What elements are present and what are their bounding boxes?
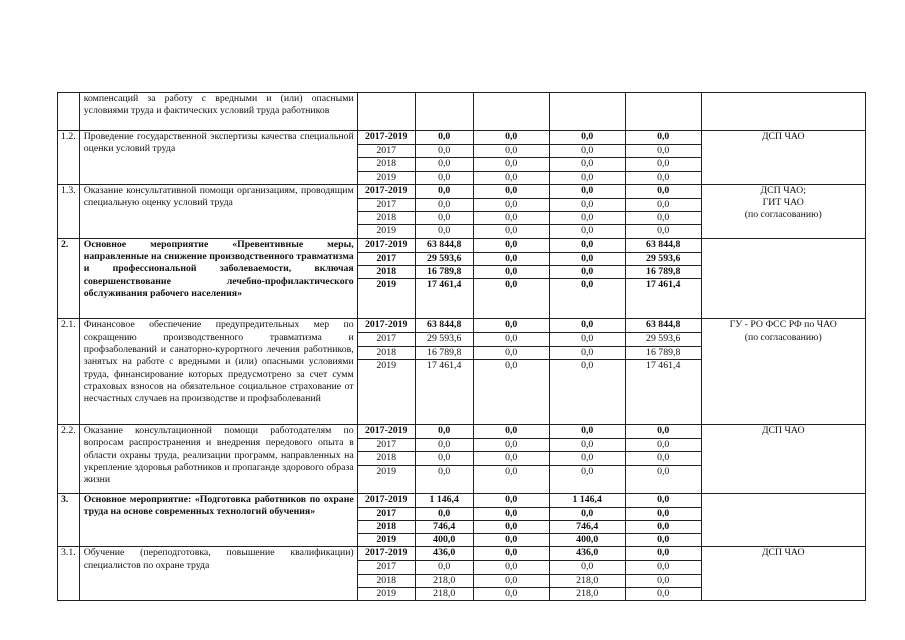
district-budget-cell: 0,0 bbox=[549, 225, 625, 238]
responsible-line: (по согласованию) bbox=[744, 331, 822, 343]
table-row bbox=[58, 493, 866, 507]
other-sources-cell: 0,0 bbox=[625, 547, 701, 561]
period-cell: 2017-2019 bbox=[357, 493, 415, 507]
period-cell: 2017-2019 bbox=[357, 319, 415, 333]
period-cell: 2017-2019 bbox=[357, 238, 415, 252]
period-cell: 2018 bbox=[357, 266, 415, 279]
program-activities-table bbox=[57, 92, 866, 601]
row-number: 2.1. bbox=[58, 319, 80, 425]
federal-budget-cell: 0,0 bbox=[473, 198, 549, 211]
responsible-executor bbox=[701, 319, 865, 425]
row-number: 1.2. bbox=[58, 131, 80, 185]
responsible-line: ДСП ЧАО bbox=[761, 131, 805, 142]
federal-budget-cell: 0,0 bbox=[473, 131, 549, 145]
empty-cell bbox=[415, 93, 473, 131]
district-budget-cell: 0,0 bbox=[549, 212, 625, 225]
period-cell: 2018 bbox=[357, 346, 415, 359]
total-amount-cell: 0,0 bbox=[415, 145, 473, 158]
total-amount-cell: 16 789,8 bbox=[415, 346, 473, 359]
period-cell: 2017-2019 bbox=[357, 424, 415, 438]
other-sources-cell: 29 593,6 bbox=[625, 333, 701, 346]
responsible-line: (по согласованию) bbox=[744, 209, 822, 221]
period-cell: 2017-2019 bbox=[357, 131, 415, 145]
total-amount-cell: 29 593,6 bbox=[415, 252, 473, 265]
table-row bbox=[58, 184, 866, 198]
activity-description: Оказание консультативной помощи организациям, проводящим специальную оценку условий труда bbox=[79, 184, 357, 238]
total-amount-cell: 0,0 bbox=[415, 158, 473, 171]
district-budget-cell: 218,0 bbox=[549, 588, 625, 601]
total-amount-cell: 0,0 bbox=[415, 171, 473, 184]
table-row bbox=[58, 319, 866, 333]
period-cell: 2019 bbox=[357, 588, 415, 601]
other-sources-cell: 0,0 bbox=[625, 198, 701, 211]
activity-description: Оказание консультационной помощи работодателям по вопросам распространения и внедрения передового опыта в области охраны труда, реализации программ, направленных на укрепление здоровья работников и пропаганде здорового образа жизни bbox=[79, 424, 357, 493]
table-row bbox=[58, 131, 866, 145]
other-sources-cell: 0,0 bbox=[625, 588, 701, 601]
table-row bbox=[58, 424, 866, 438]
district-budget-cell: 0,0 bbox=[549, 238, 625, 252]
total-amount-cell: 436,0 bbox=[415, 547, 473, 561]
total-amount-cell: 0,0 bbox=[415, 225, 473, 238]
district-budget-cell: 0,0 bbox=[549, 333, 625, 346]
total-amount-cell: 0,0 bbox=[415, 212, 473, 225]
other-sources-cell: 17 461,4 bbox=[625, 279, 701, 319]
other-sources-cell: 0,0 bbox=[625, 438, 701, 451]
total-amount-cell: 218,0 bbox=[415, 574, 473, 587]
district-budget-cell: 0,0 bbox=[549, 424, 625, 438]
district-budget-cell: 0,0 bbox=[549, 266, 625, 279]
total-amount-cell: 218,0 bbox=[415, 588, 473, 601]
district-budget-cell: 0,0 bbox=[549, 279, 625, 319]
federal-budget-cell: 0,0 bbox=[473, 319, 549, 333]
federal-budget-cell: 0,0 bbox=[473, 452, 549, 465]
federal-budget-cell: 0,0 bbox=[473, 346, 549, 359]
federal-budget-cell: 0,0 bbox=[473, 333, 549, 346]
other-sources-cell: 0,0 bbox=[625, 212, 701, 225]
total-amount-cell: 0,0 bbox=[415, 424, 473, 438]
other-sources-cell: 0,0 bbox=[625, 520, 701, 533]
district-budget-cell: 0,0 bbox=[549, 184, 625, 198]
other-sources-cell: 0,0 bbox=[625, 534, 701, 547]
federal-budget-cell: 0,0 bbox=[473, 158, 549, 171]
period-cell: 2017 bbox=[357, 561, 415, 574]
district-budget-cell: 746,4 bbox=[549, 520, 625, 533]
empty-cell bbox=[625, 93, 701, 131]
other-sources-cell: 0,0 bbox=[625, 225, 701, 238]
period-cell: 2017-2019 bbox=[357, 184, 415, 198]
total-amount-cell: 63 844,8 bbox=[415, 319, 473, 333]
other-sources-cell: 63 844,8 bbox=[625, 238, 701, 252]
federal-budget-cell: 0,0 bbox=[473, 212, 549, 225]
total-amount-cell: 400,0 bbox=[415, 534, 473, 547]
period-cell: 2017-2019 bbox=[357, 547, 415, 561]
period-cell: 2018 bbox=[357, 212, 415, 225]
period-cell: 2017 bbox=[357, 333, 415, 346]
other-sources-cell: 0,0 bbox=[625, 452, 701, 465]
responsible-executor bbox=[701, 131, 865, 185]
period-cell: 2019 bbox=[357, 225, 415, 238]
total-amount-cell: 17 461,4 bbox=[415, 279, 473, 319]
period-cell: 2017 bbox=[357, 252, 415, 265]
period-cell: 2017 bbox=[357, 145, 415, 158]
other-sources-cell: 63 844,8 bbox=[625, 319, 701, 333]
other-sources-cell: 0,0 bbox=[625, 507, 701, 520]
total-amount-cell: 0,0 bbox=[415, 184, 473, 198]
district-budget-cell: 218,0 bbox=[549, 574, 625, 587]
district-budget-cell: 0,0 bbox=[549, 359, 625, 424]
empty-cell bbox=[549, 93, 625, 131]
other-sources-cell: 16 789,8 bbox=[625, 266, 701, 279]
total-amount-cell: 0,0 bbox=[415, 438, 473, 451]
district-budget-cell: 1 146,4 bbox=[549, 493, 625, 507]
responsible-executor bbox=[701, 238, 865, 319]
district-budget-cell: 400,0 bbox=[549, 534, 625, 547]
period-cell: 2019 bbox=[357, 359, 415, 424]
federal-budget-cell: 0,0 bbox=[473, 520, 549, 533]
federal-budget-cell: 0,0 bbox=[473, 424, 549, 438]
row-number: 2.2. bbox=[58, 424, 80, 493]
total-amount-cell: 0,0 bbox=[415, 561, 473, 574]
responsible-executor bbox=[701, 493, 865, 547]
table-row bbox=[58, 547, 866, 561]
district-budget-cell: 0,0 bbox=[549, 158, 625, 171]
period-cell: 2017 bbox=[357, 507, 415, 520]
district-budget-cell: 0,0 bbox=[549, 145, 625, 158]
other-sources-cell: 0,0 bbox=[625, 158, 701, 171]
responsible-line: ДСП ЧАО bbox=[761, 424, 805, 436]
other-sources-cell: 0,0 bbox=[625, 424, 701, 438]
other-sources-cell: 17 461,4 bbox=[625, 359, 701, 424]
period-cell: 2019 bbox=[357, 171, 415, 184]
federal-budget-cell: 0,0 bbox=[473, 279, 549, 319]
other-sources-cell: 0,0 bbox=[625, 561, 701, 574]
period-cell: 2018 bbox=[357, 574, 415, 587]
district-budget-cell: 0,0 bbox=[549, 131, 625, 145]
activity-description: Обучение (переподготовка, повышение квалификации) специалистов по охране труда bbox=[79, 547, 357, 601]
other-sources-cell: 29 593,6 bbox=[625, 252, 701, 265]
row-number: 3. bbox=[58, 493, 80, 547]
total-amount-cell: 746,4 bbox=[415, 520, 473, 533]
federal-budget-cell: 0,0 bbox=[473, 438, 549, 451]
district-budget-cell: 0,0 bbox=[549, 507, 625, 520]
federal-budget-cell: 0,0 bbox=[473, 252, 549, 265]
federal-budget-cell: 0,0 bbox=[473, 547, 549, 561]
district-budget-cell: 0,0 bbox=[549, 171, 625, 184]
district-budget-cell: 0,0 bbox=[549, 319, 625, 333]
row-number: 1.3. bbox=[58, 184, 80, 238]
federal-budget-cell: 0,0 bbox=[473, 225, 549, 238]
responsible-line: ГИТ ЧАО bbox=[762, 197, 804, 209]
responsible-executor bbox=[701, 424, 865, 493]
federal-budget-cell: 0,0 bbox=[473, 465, 549, 493]
federal-budget-cell: 0,0 bbox=[473, 493, 549, 507]
activity-description: компенсаций за работу с вредными и (или) опасными условиями труда и фактических условий труда работников bbox=[79, 93, 357, 131]
responsible-executor bbox=[701, 184, 865, 238]
activity-description: Проведение государственной экспертизы качества специальной оценки условий труда bbox=[79, 131, 357, 185]
district-budget-cell: 0,0 bbox=[549, 561, 625, 574]
period-cell: 2019 bbox=[357, 534, 415, 547]
table-row bbox=[58, 238, 866, 252]
responsible-line: ГУ - РО ФСС РФ по ЧАО bbox=[729, 319, 837, 331]
district-budget-cell: 0,0 bbox=[549, 438, 625, 451]
other-sources-cell: 0,0 bbox=[625, 145, 701, 158]
other-sources-cell: 16 789,8 bbox=[625, 346, 701, 359]
total-amount-cell: 0,0 bbox=[415, 198, 473, 211]
responsible-line: ДСП ЧАО; bbox=[760, 184, 806, 196]
table-row bbox=[58, 93, 866, 131]
responsible-cell bbox=[701, 93, 865, 131]
federal-budget-cell: 0,0 bbox=[473, 266, 549, 279]
other-sources-cell: 0,0 bbox=[625, 171, 701, 184]
federal-budget-cell: 0,0 bbox=[473, 574, 549, 587]
period-cell: 2019 bbox=[357, 465, 415, 493]
total-amount-cell: 63 844,8 bbox=[415, 238, 473, 252]
total-amount-cell: 0,0 bbox=[415, 507, 473, 520]
other-sources-cell: 0,0 bbox=[625, 184, 701, 198]
empty-cell bbox=[473, 93, 549, 131]
other-sources-cell: 0,0 bbox=[625, 131, 701, 145]
federal-budget-cell: 0,0 bbox=[473, 507, 549, 520]
federal-budget-cell: 0,0 bbox=[473, 238, 549, 252]
federal-budget-cell: 0,0 bbox=[473, 359, 549, 424]
activity-description: Основное мероприятие «Превентивные меры, направленные на снижение производственного травматизма и профессиональной заболеваемости, включая совершенствование лечебно-профилактического обслуживания рабочего населения» bbox=[79, 238, 357, 319]
federal-budget-cell: 0,0 bbox=[473, 184, 549, 198]
period-cell: 2017 bbox=[357, 438, 415, 451]
district-budget-cell: 0,0 bbox=[549, 252, 625, 265]
other-sources-cell: 0,0 bbox=[625, 574, 701, 587]
document-page bbox=[57, 92, 866, 601]
row-number: 3.1. bbox=[58, 547, 80, 601]
federal-budget-cell: 0,0 bbox=[473, 145, 549, 158]
total-amount-cell: 0,0 bbox=[415, 452, 473, 465]
row-number: 2. bbox=[58, 238, 80, 319]
total-amount-cell: 1 146,4 bbox=[415, 493, 473, 507]
district-budget-cell: 0,0 bbox=[549, 465, 625, 493]
federal-budget-cell: 0,0 bbox=[473, 561, 549, 574]
period-cell: 2017 bbox=[357, 198, 415, 211]
period-cell: 2018 bbox=[357, 158, 415, 171]
period-cell: 2018 bbox=[357, 520, 415, 533]
activity-description: Финансовое обеспечение предупредительных мер по сокращению производственного травматизма и профзаболеваний и санаторно-курортного лечения работников, занятых на работе с вредными и (или) опасными условиями труда, финансирование которых предусмотрено за счет сумм страховых взносов на обязательное социальное страхование от несчастных случаев на производстве и профзаболеваний bbox=[79, 319, 357, 425]
total-amount-cell: 0,0 bbox=[415, 131, 473, 145]
empty-cell bbox=[357, 93, 415, 131]
federal-budget-cell: 0,0 bbox=[473, 534, 549, 547]
district-budget-cell: 0,0 bbox=[549, 346, 625, 359]
other-sources-cell: 0,0 bbox=[625, 465, 701, 493]
district-budget-cell: 0,0 bbox=[549, 198, 625, 211]
activity-description: Основное мероприятие: «Подготовка работников по охране труда на основе современных технологий обучения» bbox=[79, 493, 357, 547]
other-sources-cell: 0,0 bbox=[625, 493, 701, 507]
district-budget-cell: 436,0 bbox=[549, 547, 625, 561]
responsible-executor bbox=[701, 547, 865, 601]
period-cell: 2019 bbox=[357, 279, 415, 319]
district-budget-cell: 0,0 bbox=[549, 452, 625, 465]
responsible-line: ДСП ЧАО bbox=[761, 547, 805, 559]
total-amount-cell: 17 461,4 bbox=[415, 359, 473, 424]
period-cell: 2018 bbox=[357, 452, 415, 465]
total-amount-cell: 29 593,6 bbox=[415, 333, 473, 346]
row-number bbox=[58, 93, 80, 131]
federal-budget-cell: 0,0 bbox=[473, 171, 549, 184]
total-amount-cell: 16 789,8 bbox=[415, 266, 473, 279]
total-amount-cell: 0,0 bbox=[415, 465, 473, 493]
federal-budget-cell: 0,0 bbox=[473, 588, 549, 601]
